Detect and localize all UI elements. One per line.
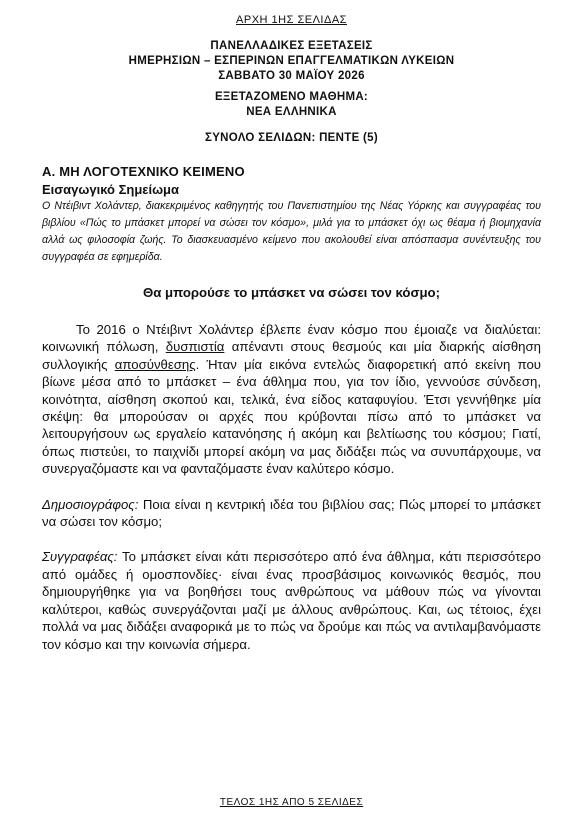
underlined-word-decomposition: αποσύνθεσης — [114, 356, 196, 372]
header-subject-label: ΕΞΕΤΑΖΟΜΕΝΟ ΜΑΘΗΜΑ: — [214, 91, 369, 103]
question-text: Ποια είναι η κεντρική ιδέα του βιβλίου σας; Πώς μπορεί το μπάσκετ να σώσει τον κόσμο; — [42, 496, 541, 530]
speaker-author: Συγγραφέας: — [42, 549, 118, 565]
paragraph-text: απέναντι στους θεσμούς και μία διαρκής αίσθηση συλλογικής — [42, 339, 541, 372]
intro-title: Εισαγωγικό Σημείωμα — [42, 182, 179, 197]
header-line-2: ΗΜΕΡΗΣΙΩΝ – ΕΣΠΕΡΙΝΩΝ ΕΠΑΓΓΕΛΜΑΤΙΚΩΝ ΛΥΚΕΙΩΝ — [128, 55, 455, 67]
paragraph-text: . Ήταν μία εικόνα εντελώς διαφορετική από εκείνη που βίωνε μέσα από το μπάσκετ – ένα άθλημα που, για τον ίδιο, γεννούσε σύνδεση, κοινότητα, αίσθηση σκοπού και, τελικά, ένα είδος καταφυγίου. Έτσι γεννήθηκε μία σκέψη: θα μπορούσαν οι αρχές που κρύβονται πίσω από το μπάσκετ να λειτουργήσουν ως εργαλείο κατανόησης ή ακόμη και βελτίωσης του κόσμου; Γιατί, όπως πιστεύει, το παιχνίδι μπορεί ακόμη να μας διδάξει πώς να συνυπάρχουμε, να συνεργαζόμαστε και να φανταζόμαστε έναν καλύτερο κόσμο. — [42, 356, 541, 477]
underlined-word-distrust: δυσπιστία — [165, 339, 225, 355]
page-start-marker: ΑΡΧΗ 1ΗΣ ΣΕΛΙΔΑΣ — [236, 14, 347, 26]
header-subject: ΝΕΑ ΕΛΛΗΝΙΚΑ — [246, 106, 337, 118]
interview-question — [42, 496, 541, 531]
intro-text: Ο Ντέιβιντ Χολάντερ, διακεκριμένος καθηγητής του Πανεπιστημίου της Νέας Υόρκης και συγγραφέας του βιβλίου «Πώς το μπάσκετ μπορεί να σώσει τον κόσμο», μιλά για το μπάσκετ όχι ως θέαμα ή βιομηχανία αλλά ως φιλοσοφία ζωής. Το διασκευασμένο κείμενο που ακολουθεί είναι απόσπασμα συνέντευξης του συγγραφέα σε εφημερίδα. — [42, 200, 541, 263]
paragraph-text: Το 2016 ο Ντέιβιντ Χολάντερ έβλεπε έναν κόσμο που έμοιαζε να διαλύεται: κοινωνική πόλωση, — [42, 322, 541, 355]
article-paragraph-1 — [42, 321, 541, 478]
answer-text: Το μπάσκετ είναι κάτι περισσότερο από ένα άθλημα, κάτι περισσότερο από ομάδες ή ομοσπονδίες· είναι ένας προσβάσιμος κοινωνικός θεσμός, που δημιουργήθηκε για να βοηθήσει τους ανθρώπους να μάθουν πώς να γίνονται καλύτεροι, καθώς συνεργάζονται μαζί με άλλους ανθρώπους. Και, ως τέτοιος, έχει πολλά να μας διδάξει αναφορικά με το πώς να δρούμε και πώς να αντιλαμβανόμαστε τον κόσμο και την κοινωνία σήμερα. — [42, 549, 541, 652]
page-end-marker: ΤΕΛΟΣ 1ΗΣ ΑΠΟ 5 ΣΕΛΙΔΕΣ — [219, 797, 364, 808]
header-line-1: ΠΑΝΕΛΛΑΔΙΚΕΣ ΕΞΕΤΑΣΕΙΣ — [210, 40, 373, 52]
interview-answer — [42, 548, 541, 652]
article-title: Θα μπορούσε το μπάσκετ να σώσει τον κόσμο; — [143, 285, 440, 300]
pages-count: ΣΥΝΟΛΟ ΣΕΛΙΔΩΝ: ΠΕΝΤΕ (5) — [205, 132, 378, 144]
header-date: ΣΑΒΒΑΤΟ 30 ΜΑΪΟΥ 2026 — [218, 70, 365, 82]
section-title: Α. ΜΗ ΛΟΓΟΤΕΧΝΙΚΟ ΚΕΙΜΕΝΟ — [42, 164, 245, 179]
exam-header — [42, 39, 541, 120]
speaker-journalist: Δημοσιογράφος: — [42, 496, 139, 512]
